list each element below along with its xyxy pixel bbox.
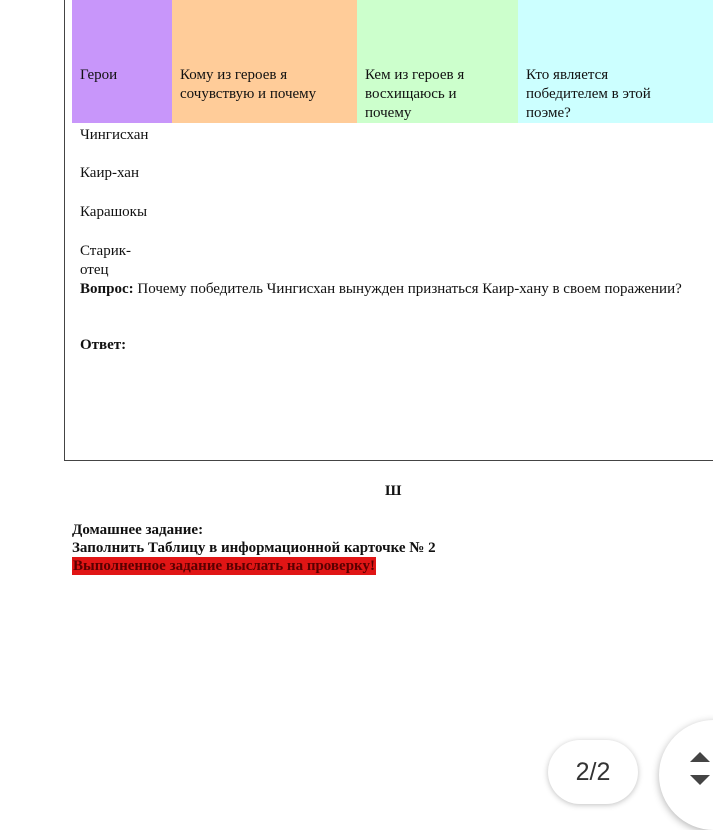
section-mark: Ш: [385, 483, 402, 499]
header-cell-winner: [518, 0, 713, 123]
question-label: Вопрос:: [80, 281, 134, 297]
table-header-row: [65, 0, 713, 123]
header-cell-sympathy: [172, 0, 357, 123]
hero-name: Карашокы: [80, 204, 148, 220]
header-label: Кто является победителем в этой поэме?: [526, 67, 651, 121]
question-paragraph: [80, 280, 700, 299]
page-indicator: [548, 740, 638, 804]
hero-name: Старик-отец: [80, 243, 132, 278]
page-indicator-label: 2/2: [575, 757, 611, 786]
document-card: [64, 0, 713, 461]
page-down-icon[interactable]: [690, 775, 710, 785]
answer-label: Ответ:: [80, 337, 127, 353]
homework-block: [72, 521, 436, 575]
question-text: Почему победитель Чингисхан вынужден признаться Каир-хану в своем поражении?: [133, 281, 682, 297]
page-up-icon[interactable]: [690, 752, 710, 762]
hero-name: Чингисхан: [80, 127, 149, 143]
header-cell-heroes: [72, 0, 172, 123]
hero-name: Каир-хан: [80, 165, 139, 181]
header-label: Кому из героев я сочувствую и почему: [180, 67, 317, 102]
header-cell-admire: [357, 0, 518, 123]
header-label: Кем из героев я восхищаюсь и почему: [365, 67, 465, 121]
homework-line-2-highlighted: Выполненное задание выслать на проверку!: [73, 558, 375, 574]
homework-line-1: Заполнить Таблицу в информационной карточке № 2: [72, 540, 436, 556]
homework-title: Домашнее задание:: [72, 522, 204, 538]
header-label: Герои: [80, 67, 118, 83]
